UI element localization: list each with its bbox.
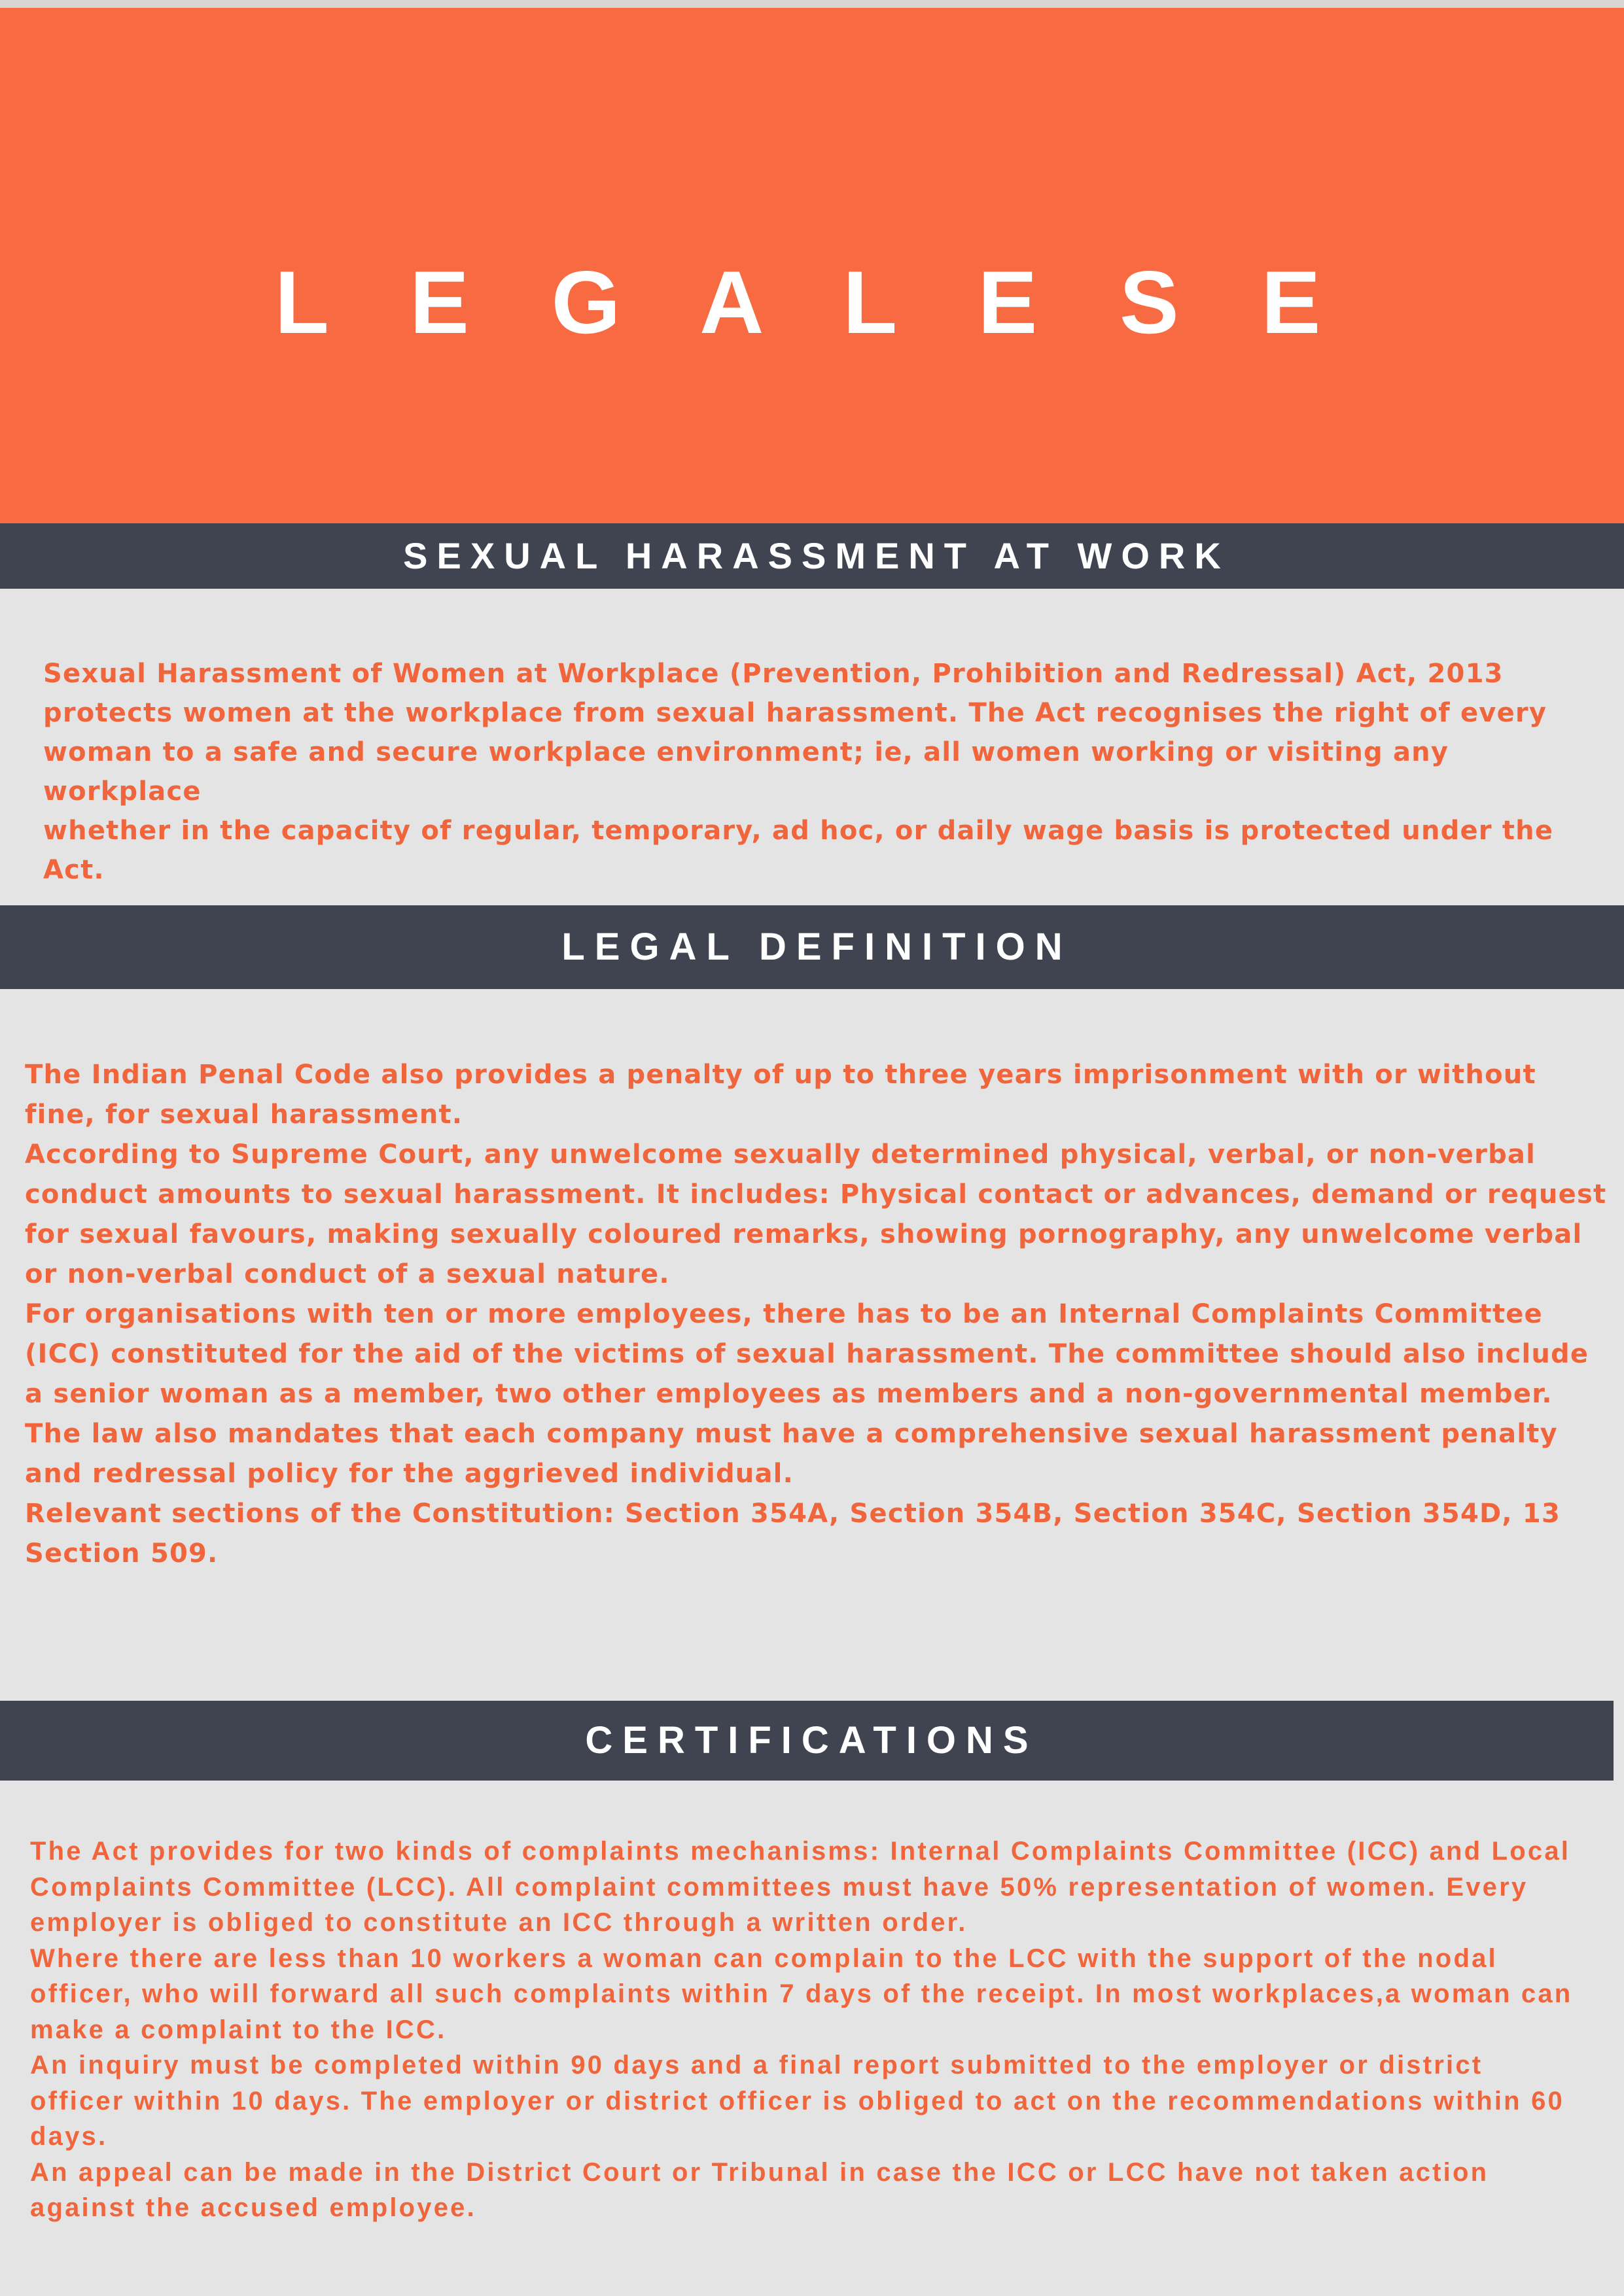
section-body: The Indian Penal Code also provides a penalty of up to three years imprisonment with or without fine, for sexual harassment. According to Supreme Court, any unwelcome sexually determined physical, verbal, or non-verbal conduct amounts to sexual harassment. It includes: Physical contact or advances, demand or request for sexual favours, making sexually coloured remarks, showing pornography, any unwelcome verbal or non-verbal conduct of a sexual nature. For organisations with ten or more employees, there has to be an Internal Complaints Committee (ICC) constituted for the aid of the victims of sexual harassment. The committee should also include a senior woman as a member, two other employees as members and a non-governmental member. The law also mandates that each company must have a comprehensive sexual harassment penalty and redressal policy for the aggrieved individual. Relevant sections of the Constitution: Section 354A, Section 354B, Section 354C, Section 354D, 13 Section 509. (25, 1060, 1607, 1569)
section-heading-band (0, 905, 1624, 989)
section-heading: CERTIFICATIONS (585, 1719, 1038, 1762)
top-strip (0, 0, 1624, 8)
section-heading-band (0, 1701, 1614, 1781)
section-heading: LEGAL DEFINITION (561, 926, 1072, 968)
section-heading: SEXUAL HARASSMENT AT WORK (403, 535, 1230, 576)
page-title: L E G A L E S E (274, 252, 1350, 352)
section-body: Sexual Harassment of Women at Workplace (Prevention, Prohibition and Redressal) Act, 2013 protects women at the workplace from sexual harassment. The Act recognises the right of every woman to a safe and secure workplace environment; ie, all women working or visiting any workplace whether in the capacity of regular, temporary, ad hoc, or daily wage basis is protected under the Act. (43, 659, 1554, 885)
hero-banner (0, 8, 1624, 523)
section-body: The Act provides for two kinds of complaints mechanisms: Internal Complaints Committee (ICC) and Local Complaints Committee (LCC). All complaint committees must have 50% representation of women. Every employer is obliged to constitute an ICC through a written order. Where there are less than 10 workers a woman can complain to the LCC with the support of the nodal officer, who will forward all such complaints within 7 days of the receipt. In most workplaces,a woman can make a complaint to the ICC. An inquiry must be completed within 90 days and a final report submitted to the employer or district officer within 10 days. The employer or district officer is obliged to act on the recommendations within 60 days. An appeal can be made in the District Court or Tribunal in case the ICC or LCC have not taken action against the accused employee. (30, 1837, 1573, 2222)
section-heading-band (0, 523, 1624, 589)
